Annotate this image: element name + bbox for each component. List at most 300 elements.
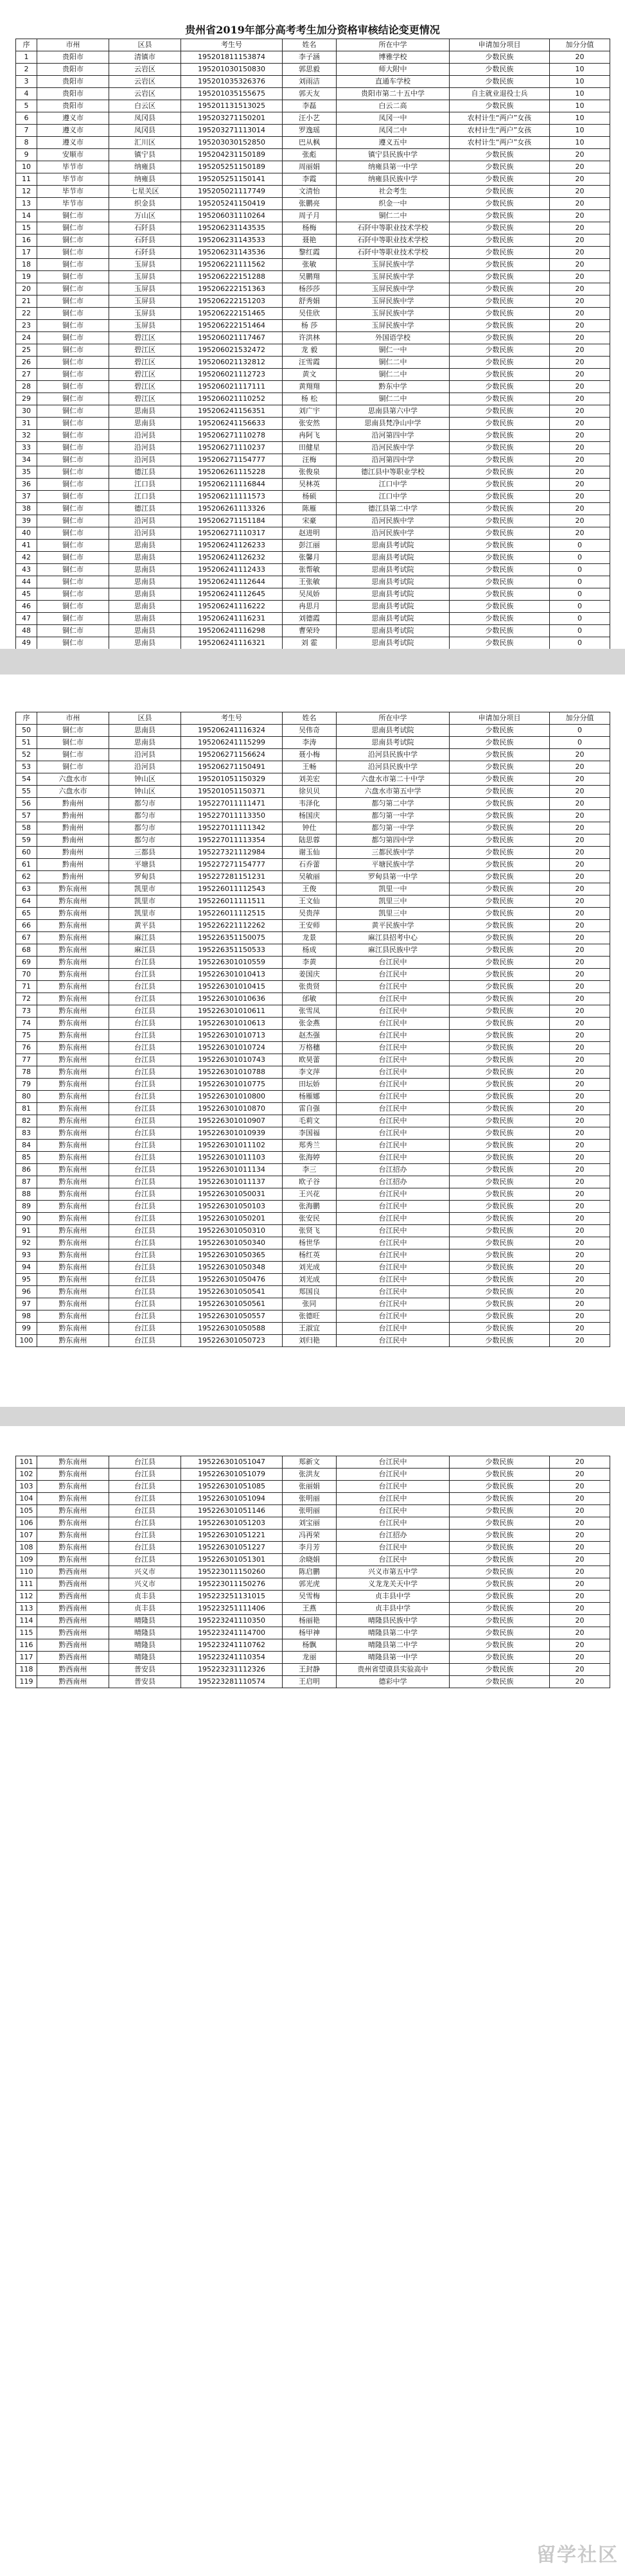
cell-city: 黔南州 (37, 871, 109, 883)
cell-bonus-score: 20 (550, 308, 610, 320)
cell-school: 铜仁二中 (337, 357, 450, 369)
cell-county: 万山区 (109, 210, 181, 222)
cell-index: 64 (16, 895, 37, 908)
cell-school: 师大附中 (337, 64, 450, 76)
cell-index: 17 (16, 247, 37, 259)
cell-city: 铜仁市 (37, 725, 109, 737)
cell-school: 社会考生 (337, 186, 450, 198)
table-row (16, 834, 610, 847)
cell-exam-number: 195206271156624 (181, 749, 283, 761)
cell-county: 思南县 (109, 637, 181, 649)
cell-bonus-item: 少数民族 (450, 1127, 550, 1140)
cell-county: 七星关区 (109, 186, 181, 198)
cell-county: 台江县 (109, 1188, 181, 1201)
table-row (16, 1517, 610, 1530)
table-row (16, 871, 610, 883)
cell-name: 吴佳欣 (283, 308, 337, 320)
cell-exam-number: 195226301010636 (181, 993, 283, 1005)
cell-bonus-item: 少数民族 (450, 1249, 550, 1262)
cell-bonus-score: 10 (550, 76, 610, 88)
cell-exam-number: 195206221111562 (181, 259, 283, 271)
cell-city: 黔东南州 (37, 895, 109, 908)
cell-index: 94 (16, 1262, 37, 1274)
cell-county: 台江县 (109, 1152, 181, 1164)
cell-exam-number: 195223281110574 (181, 1676, 283, 1688)
table-row (16, 749, 610, 761)
cell-exam-number: 195206031110264 (181, 210, 283, 222)
table-row (16, 88, 610, 100)
cell-bonus-item: 少数民族 (450, 1054, 550, 1066)
cell-index: 2 (16, 64, 37, 76)
table-row (16, 786, 610, 798)
cell-city: 六盘水市 (37, 773, 109, 786)
table-row (16, 1005, 610, 1018)
cell-bonus-score: 20 (550, 1310, 610, 1323)
cell-name: 杨甲神 (283, 1627, 337, 1639)
cell-county: 都匀市 (109, 834, 181, 847)
cell-name: 李月芳 (283, 1542, 337, 1554)
cell-city: 黔东南州 (37, 1237, 109, 1249)
cell-exam-number: 195205021117749 (181, 186, 283, 198)
table-row (16, 637, 610, 649)
cell-bonus-item: 少数民族 (450, 344, 550, 357)
cell-index: 69 (16, 957, 37, 969)
cell-city: 黔东南州 (37, 1456, 109, 1469)
cell-name: 张敏 (283, 259, 337, 271)
cell-bonus-score: 20 (550, 1066, 610, 1079)
cell-county: 云岩区 (109, 88, 181, 100)
cell-name: 杨梅 (283, 222, 337, 234)
cell-city: 黔东南州 (37, 1042, 109, 1054)
cell-name: 周子月 (283, 210, 337, 222)
cell-school: 沿河县民族中学 (337, 761, 450, 773)
table-row (16, 344, 610, 357)
cell-name: 吴凤娇 (283, 588, 337, 601)
cell-bonus-item: 少数民族 (450, 1469, 550, 1481)
cell-county: 兴义市 (109, 1566, 181, 1578)
table-row (16, 588, 610, 601)
cell-name: 张明丽 (283, 1505, 337, 1517)
cell-county: 玉屏县 (109, 271, 181, 283)
cell-bonus-score: 20 (550, 1591, 610, 1603)
cell-county: 台江县 (109, 1262, 181, 1274)
table-row (16, 1578, 610, 1591)
cell-bonus-score: 20 (550, 418, 610, 430)
cell-county: 台江县 (109, 1286, 181, 1298)
cell-county: 凤冈县 (109, 112, 181, 125)
cell-city: 黔东南州 (37, 1213, 109, 1225)
cell-city: 黔南州 (37, 822, 109, 834)
cell-county: 台江县 (109, 1530, 181, 1542)
table-row (16, 186, 610, 198)
cell-city: 贵阳市 (37, 100, 109, 112)
cell-exam-number: 195226011111511 (181, 895, 283, 908)
cell-exam-number: 195223241110354 (181, 1652, 283, 1664)
cell-school: 台江民中 (337, 1140, 450, 1152)
cell-city: 铜仁市 (37, 576, 109, 588)
cell-county: 白云区 (109, 100, 181, 112)
cell-exam-number: 195226301050340 (181, 1237, 283, 1249)
cell-county: 思南县 (109, 625, 181, 637)
cell-county: 台江县 (109, 1018, 181, 1030)
cell-bonus-item: 少数民族 (450, 725, 550, 737)
table-header-row (16, 712, 610, 725)
cell-bonus-item: 少数民族 (450, 1262, 550, 1274)
cell-name: 张鹏亮 (283, 198, 337, 210)
cell-index: 55 (16, 786, 37, 798)
cell-county: 思南县 (109, 601, 181, 613)
cell-index: 29 (16, 393, 37, 405)
cell-county: 晴隆县 (109, 1615, 181, 1627)
cell-bonus-score: 20 (550, 198, 610, 210)
cell-county: 台江县 (109, 1237, 181, 1249)
cell-bonus-item: 少数民族 (450, 637, 550, 649)
table-row (16, 1505, 610, 1517)
cell-bonus-score: 20 (550, 1517, 610, 1530)
cell-county: 凯里市 (109, 895, 181, 908)
table-row (16, 1066, 610, 1079)
cell-name: 聂艳 (283, 234, 337, 247)
cell-exam-number: 195206271110237 (181, 442, 283, 454)
cell-county: 晴隆县 (109, 1627, 181, 1639)
cell-index: 14 (16, 210, 37, 222)
cell-name: 龙 毅 (283, 344, 337, 357)
cell-exam-number: 195226351150075 (181, 932, 283, 944)
column-header: 市州 (37, 712, 109, 725)
results-table-page-2 (15, 712, 610, 1347)
document-page-2 (0, 675, 625, 1407)
cell-county: 都匀市 (109, 798, 181, 810)
cell-bonus-score: 0 (550, 725, 610, 737)
cell-city: 毕节市 (37, 173, 109, 186)
cell-name: 张金燕 (283, 1018, 337, 1030)
cell-bonus-score: 20 (550, 1298, 610, 1310)
cell-bonus-score: 20 (550, 1323, 610, 1335)
cell-bonus-score: 20 (550, 932, 610, 944)
cell-bonus-item: 少数民族 (450, 1018, 550, 1030)
cell-bonus-score: 20 (550, 1018, 610, 1030)
cell-exam-number: 195206241112433 (181, 564, 283, 576)
cell-bonus-item: 少数民族 (450, 969, 550, 981)
cell-exam-number: 195226301010559 (181, 957, 283, 969)
cell-county: 织金县 (109, 198, 181, 210)
cell-city: 黔西南州 (37, 1578, 109, 1591)
cell-name: 刘雨洁 (283, 76, 337, 88)
cell-bonus-score: 20 (550, 1079, 610, 1091)
cell-bonus-item: 少数民族 (450, 871, 550, 883)
cell-school: 台江招办 (337, 1176, 450, 1188)
cell-name: 王燕 (283, 1603, 337, 1615)
cell-bonus-item: 少数民族 (450, 1286, 550, 1298)
table-row (16, 1310, 610, 1323)
cell-bonus-item: 少数民族 (450, 1627, 550, 1639)
cell-index: 74 (16, 1018, 37, 1030)
cell-city: 铜仁市 (37, 479, 109, 491)
cell-county: 台江县 (109, 981, 181, 993)
cell-bonus-item: 少数民族 (450, 1578, 550, 1591)
cell-school: 台江民中 (337, 1481, 450, 1493)
cell-exam-number: 195226301010413 (181, 969, 283, 981)
cell-county: 台江县 (109, 1005, 181, 1018)
cell-bonus-score: 0 (550, 540, 610, 552)
cell-index: 89 (16, 1201, 37, 1213)
cell-name: 汪小艺 (283, 112, 337, 125)
cell-bonus-score: 20 (550, 51, 610, 64)
cell-school: 台江民中 (337, 1018, 450, 1030)
cell-school: 直通车学校 (337, 76, 450, 88)
cell-name: 吴林英 (283, 479, 337, 491)
cell-index: 72 (16, 993, 37, 1005)
cell-index: 23 (16, 320, 37, 332)
cell-index: 3 (16, 76, 37, 88)
cell-bonus-item: 少数民族 (450, 405, 550, 418)
cell-city: 铜仁市 (37, 564, 109, 576)
cell-school: 凯里三中 (337, 908, 450, 920)
cell-county: 台江县 (109, 1079, 181, 1091)
cell-name: 张安然 (283, 418, 337, 430)
cell-name: 李霞 (283, 173, 337, 186)
cell-name: 李子涵 (283, 51, 337, 64)
cell-bonus-item: 少数民族 (450, 834, 550, 847)
cell-county: 台江县 (109, 1213, 181, 1225)
cell-index: 44 (16, 576, 37, 588)
cell-index: 78 (16, 1066, 37, 1079)
table-row (16, 491, 610, 503)
cell-county: 汇川区 (109, 137, 181, 149)
cell-bonus-score: 20 (550, 1127, 610, 1140)
cell-name: 刘 霍 (283, 637, 337, 649)
cell-bonus-item: 少数民族 (450, 369, 550, 381)
cell-school: 台江民中 (337, 1298, 450, 1310)
table-row (16, 1298, 610, 1310)
cell-bonus-score: 20 (550, 1030, 610, 1042)
cell-city: 黔东南州 (37, 1164, 109, 1176)
table-row (16, 1042, 610, 1054)
cell-city: 遵义市 (37, 112, 109, 125)
cell-county: 碧江区 (109, 332, 181, 344)
cell-city: 黔西南州 (37, 1566, 109, 1578)
cell-school: 思南县考试院 (337, 613, 450, 625)
cell-city: 黔东南州 (37, 1554, 109, 1566)
cell-county: 台江县 (109, 1201, 181, 1213)
cell-bonus-item: 少数民族 (450, 944, 550, 957)
cell-city: 贵阳市 (37, 88, 109, 100)
cell-city: 黔南州 (37, 847, 109, 859)
table-row (16, 1481, 610, 1493)
cell-bonus-item: 少数民族 (450, 454, 550, 466)
cell-index: 20 (16, 283, 37, 296)
cell-bonus-score: 20 (550, 1091, 610, 1103)
cell-school: 台江民中 (337, 1225, 450, 1237)
cell-exam-number: 195226301051227 (181, 1542, 283, 1554)
cell-index: 56 (16, 798, 37, 810)
cell-city: 六盘水市 (37, 786, 109, 798)
cell-city: 黔东南州 (37, 1286, 109, 1298)
column-header: 姓名 (283, 39, 337, 51)
cell-index: 113 (16, 1603, 37, 1615)
cell-bonus-item: 少数民族 (450, 895, 550, 908)
cell-name: 吴雪梅 (283, 1591, 337, 1603)
table-row (16, 161, 610, 173)
cell-index: 101 (16, 1456, 37, 1469)
cell-name: 钟仕 (283, 822, 337, 834)
cell-bonus-score: 20 (550, 283, 610, 296)
cell-city: 黔东南州 (37, 957, 109, 969)
cell-county: 麻江县 (109, 932, 181, 944)
cell-county: 江口县 (109, 479, 181, 491)
cell-name: 张安民 (283, 1213, 337, 1225)
cell-school: 都匀第一中学 (337, 822, 450, 834)
cell-school: 台江民中 (337, 1262, 450, 1274)
cell-name: 吴敏丽 (283, 871, 337, 883)
cell-school: 铜仁一中 (337, 344, 450, 357)
table-row (16, 969, 610, 981)
cell-index: 21 (16, 296, 37, 308)
cell-name: 冉阿飞 (283, 430, 337, 442)
cell-name: 雷自强 (283, 1103, 337, 1115)
table-row (16, 418, 610, 430)
cell-name: 黎红霞 (283, 247, 337, 259)
table-row (16, 466, 610, 479)
table-row (16, 944, 610, 957)
cell-index: 9 (16, 149, 37, 161)
cell-exam-number: 195227011111471 (181, 798, 283, 810)
cell-index: 5 (16, 100, 37, 112)
cell-school: 台江民中 (337, 1188, 450, 1201)
cell-index: 61 (16, 859, 37, 871)
cell-county: 凯里市 (109, 908, 181, 920)
cell-exam-number: 195203271150201 (181, 112, 283, 125)
cell-county: 台江县 (109, 1249, 181, 1262)
cell-bonus-score: 20 (550, 895, 610, 908)
cell-school: 台江民中 (337, 969, 450, 981)
cell-county: 平塘县 (109, 859, 181, 871)
cell-index: 46 (16, 601, 37, 613)
cell-name: 张海鹏 (283, 1201, 337, 1213)
cell-bonus-score: 20 (550, 1542, 610, 1554)
cell-school: 石阡中等职业技术学校 (337, 234, 450, 247)
cell-exam-number: 195226301011137 (181, 1176, 283, 1188)
cell-city: 黔东南州 (37, 944, 109, 957)
cell-city: 铜仁市 (37, 613, 109, 625)
cell-bonus-score: 20 (550, 1103, 610, 1115)
watermark-logo (509, 2536, 619, 2567)
cell-school: 沿河县民族中学 (337, 749, 450, 761)
cell-school: 思南县考试院 (337, 625, 450, 637)
table-row (16, 1566, 610, 1578)
cell-county: 石阡县 (109, 234, 181, 247)
cell-index: 52 (16, 749, 37, 761)
cell-name: 毛莉文 (283, 1115, 337, 1127)
cell-city: 铜仁市 (37, 405, 109, 418)
cell-exam-number: 195226011112543 (181, 883, 283, 895)
cell-name: 张帮敏 (283, 564, 337, 576)
cell-name: 曹荣玲 (283, 625, 337, 637)
table-row (16, 1152, 610, 1164)
cell-bonus-score: 20 (550, 1652, 610, 1664)
cell-bonus-item: 少数民族 (450, 1298, 550, 1310)
cell-exam-number: 195206021110252 (181, 393, 283, 405)
cell-index: 73 (16, 1005, 37, 1018)
table-row (16, 1262, 610, 1274)
cell-city: 黔南州 (37, 798, 109, 810)
cell-name: 吴贵萍 (283, 908, 337, 920)
cell-name: 冉思月 (283, 601, 337, 613)
cell-name: 陈雁 (283, 503, 337, 515)
cell-bonus-item: 少数民族 (450, 786, 550, 798)
cell-county: 台江县 (109, 1140, 181, 1152)
cell-index: 31 (16, 418, 37, 430)
table-row (16, 1164, 610, 1176)
table-row (16, 1676, 610, 1688)
cell-school: 玉屏民族中学 (337, 320, 450, 332)
cell-bonus-item: 少数民族 (450, 932, 550, 944)
cell-exam-number: 195206211116844 (181, 479, 283, 491)
cell-exam-number: 195206241116231 (181, 613, 283, 625)
cell-bonus-item: 少数民族 (450, 1493, 550, 1505)
cell-bonus-item: 少数民族 (450, 320, 550, 332)
table-row (16, 1469, 610, 1481)
cell-school: 思南县考试院 (337, 737, 450, 749)
cell-exam-number: 195205241150419 (181, 198, 283, 210)
table-row (16, 601, 610, 613)
cell-bonus-score: 20 (550, 1469, 610, 1481)
cell-county: 贞丰县 (109, 1591, 181, 1603)
cell-county: 台江县 (109, 1164, 181, 1176)
cell-exam-number: 195201051150371 (181, 786, 283, 798)
cell-index: 15 (16, 222, 37, 234)
cell-city: 毕节市 (37, 198, 109, 210)
cell-index: 37 (16, 491, 37, 503)
cell-school: 六盘水市第二十中学 (337, 773, 450, 786)
cell-index: 70 (16, 969, 37, 981)
cell-county: 沿河县 (109, 454, 181, 466)
cell-school: 纳雍县第一中学 (337, 161, 450, 173)
cell-bonus-item: 少数民族 (450, 1201, 550, 1213)
table-row (16, 210, 610, 222)
cell-exam-number: 195206241112644 (181, 576, 283, 588)
cell-county: 思南县 (109, 613, 181, 625)
cell-index: 95 (16, 1274, 37, 1286)
cell-exam-number: 195226301050103 (181, 1201, 283, 1213)
table-row (16, 1615, 610, 1627)
cell-city: 黔南州 (37, 859, 109, 871)
cell-exam-number: 195226301010743 (181, 1054, 283, 1066)
cell-bonus-score: 20 (550, 1176, 610, 1188)
cell-index: 97 (16, 1298, 37, 1310)
cell-county: 云岩区 (109, 76, 181, 88)
cell-exam-number: 195206021117111 (181, 381, 283, 393)
table-row (16, 725, 610, 737)
cell-index: 65 (16, 908, 37, 920)
cell-name: 杨国庆 (283, 810, 337, 822)
cell-bonus-item: 少数民族 (450, 283, 550, 296)
cell-bonus-item: 农村计生“两户”女孩 (450, 137, 550, 149)
cell-exam-number: 195226301051301 (181, 1554, 283, 1566)
cell-city: 铜仁市 (37, 515, 109, 527)
cell-name: 张丽娟 (283, 1481, 337, 1493)
cell-city: 铜仁市 (37, 552, 109, 564)
page-separator (0, 649, 625, 675)
table-row (16, 810, 610, 822)
cell-school: 台江民中 (337, 1079, 450, 1091)
cell-exam-number: 195201035155675 (181, 88, 283, 100)
cell-city: 铜仁市 (37, 259, 109, 271)
table-row (16, 957, 610, 969)
cell-city: 黔东南州 (37, 920, 109, 932)
cell-exam-number: 195226301050310 (181, 1225, 283, 1237)
cell-name: 张洪友 (283, 1469, 337, 1481)
